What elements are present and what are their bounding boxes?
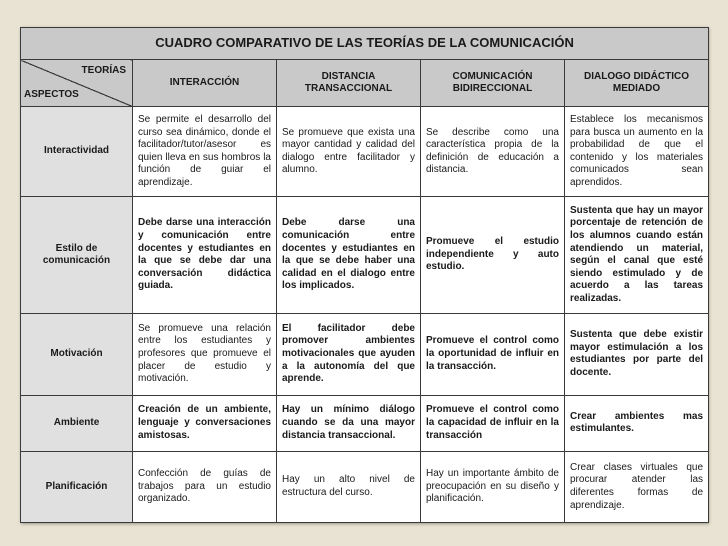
column-header-comunicacion: COMUNICACIÓN BIDIRECCIONAL [421,60,565,107]
corner-aspects-label: ASPECTOS [24,88,79,100]
aspect-label: Motivación [21,314,133,395]
table-cell: Hay un mínimo diálogo cuando se da una mayor distancia transaccional. [277,395,421,451]
table-cell: Promueve el estudio independiente y auto estudio. [421,197,565,314]
comparison-table [20,27,709,523]
comparison-sheet [20,27,708,523]
column-header-dialogo: DIALOGO DIDÁCTICO MEDIADO [565,60,709,107]
header-row [21,60,709,107]
table-cell: Sustenta que hay un mayor porcentaje de retención de los alumnos cuando están atendiendo un material, según el canal que esté siendo estimulado y de acuerdo a las tareas realizadas. [565,197,709,314]
table-row [21,395,709,451]
table-cell: Promueve el control como la capacidad de influir en la transacción [421,395,565,451]
column-header-interaccion: INTERACCIÓN [133,60,277,107]
title-row [21,28,709,60]
table-title: CUADRO COMPARATIVO DE LAS TEORÍAS DE LA COMUNICACIÓN [21,28,709,60]
column-header-distancia: DISTANCIA TRANSACCIONAL [277,60,421,107]
table-cell: Hay un alto nivel de estructura del curso. [277,451,421,522]
aspect-label: Planificación [21,451,133,522]
table-cell: Promueve el control como la oportunidad de influir en la transacción. [421,314,565,395]
table-cell: El facilitador debe promover ambientes motivacionales que ayuden a la autonomía del que aprende. [277,314,421,395]
aspect-label: Interactividad [21,107,133,197]
table-cell: Debe darse una comunicación entre docentes y estudiantes en la que se debe haber una calidad en el dialogo entre los implicados. [277,197,421,314]
table-row [21,451,709,522]
table-cell: Sustenta que debe existir mayor estimulación a los estudiantes por parte del docente. [565,314,709,395]
table-cell: Se describe como una característica propia de la definición de educación a distancia. [421,107,565,197]
table-cell: Hay un importante ámbito de preocupación en su diseño y planificación. [421,451,565,522]
table-cell: Confección de guías de trabajos para un estudio organizado. [133,451,277,522]
aspect-label: Ambiente [21,395,133,451]
table-row [21,314,709,395]
corner-header [21,60,133,107]
table-cell: Crear clases virtuales que procurar atender las diferentes formas de aprendizaje. [565,451,709,522]
table-cell: Crear ambientes mas estimulantes. [565,395,709,451]
table-cell: Debe darse una interacción y comunicación entre docentes y estudiantes en la que se debe dar una conversación didáctica guiada. [133,197,277,314]
table-cell: Se promueve una relación entre los estudiantes y profesores que promueve el placer de estudio y motivación. [133,314,277,395]
table-row [21,107,709,197]
table-cell: Establece los mecanismos para busca un aumento en la probabilidad de que el contenido y los materiales comunicados sean aprendidos. [565,107,709,197]
aspect-label: Estilo de comunicación [21,197,133,314]
corner-theories-label: TEORÍAS [81,65,126,77]
table-row [21,197,709,314]
table-cell: Se permite el desarrollo del curso sea dinámico, donde el facilitador/tutor/asesor es quien lleva en sus hombros la función de guiar el aprendizaje. [133,107,277,197]
table-cell: Creación de un ambiente, lenguaje y conversaciones amistosas. [133,395,277,451]
table-cell: Se promueve que exista una mayor cantidad y calidad del dialogo entre facilitador y alumno. [277,107,421,197]
